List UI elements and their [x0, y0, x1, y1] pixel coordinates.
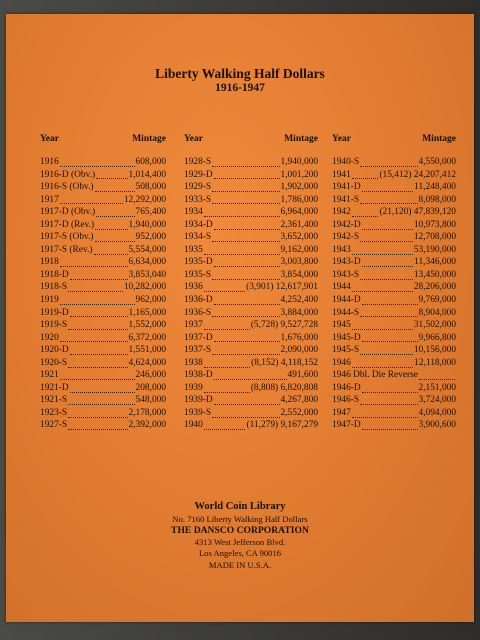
leader-dots [360, 396, 417, 405]
mintage-value: 9,162,000 [280, 244, 318, 255]
mintage-row [40, 231, 166, 244]
leader-dots [360, 195, 417, 204]
mintage-value: (11,279) 9,167,279 [246, 420, 318, 431]
mintage-row [40, 382, 166, 395]
mintage-column-2 [184, 134, 318, 432]
year-label: 1939-D [184, 395, 213, 406]
mintage-value: 1,014,400 [128, 169, 166, 180]
mintage-value: 12,708,000 [413, 232, 456, 243]
leader-dots [362, 296, 418, 305]
year-label: 1921-S [40, 395, 68, 406]
mintage-row [184, 294, 318, 307]
leader-dots [212, 158, 279, 167]
mintage-row [184, 344, 318, 357]
mintage-row [332, 419, 456, 432]
year-label: 1937-S [184, 345, 212, 356]
mintage-row [332, 256, 456, 269]
year-label: 1942 [332, 207, 351, 218]
leader-dots [204, 321, 250, 330]
page-subtitle: 1916-1947 [215, 82, 265, 94]
mintage-row [332, 269, 456, 282]
mintage-row [184, 357, 318, 370]
leader-dots [214, 221, 280, 230]
leader-dots [68, 409, 127, 418]
leader-dots [94, 246, 128, 255]
mintage-value: 3,652,000 [280, 232, 318, 243]
mintage-row [332, 194, 456, 207]
leader-dots [362, 421, 418, 430]
leader-dots [214, 170, 280, 179]
mintage-value: 1,552,000 [128, 320, 166, 331]
year-label: 1945-S [332, 345, 360, 356]
leader-dots [68, 283, 123, 292]
year-label: 1947-D [332, 420, 361, 431]
mintage-value: 1,676,000 [280, 332, 318, 343]
mintage-value: 13,450,000 [413, 269, 456, 280]
mintage-row [332, 394, 456, 407]
year-label: 1934-S [184, 232, 212, 243]
year-label: 1944-S [332, 307, 360, 318]
mintage-value: 5,554,000 [128, 244, 166, 255]
leader-dots [68, 396, 134, 405]
mintage-column-3 [332, 134, 456, 432]
mintage-row [184, 382, 318, 395]
year-label: 1946-D [332, 382, 361, 393]
mintage-value: 1,940,000 [128, 219, 166, 230]
leader-dots [60, 158, 135, 167]
mintage-row [184, 219, 318, 232]
mintage-value: 962,000 [135, 295, 166, 306]
mintage-value: (8,808) 6,820,808 [250, 382, 318, 393]
mintage-row [40, 194, 166, 207]
mintage-value: 4,550,000 [418, 157, 456, 167]
leader-dots [60, 296, 135, 305]
mintage-value: 6,634,000 [128, 257, 166, 268]
mintage-value: 491,600 [287, 370, 318, 381]
mintage-row [40, 269, 166, 282]
mintage-value: 10,973,800 [413, 219, 456, 230]
mintage-value: (5,728) 9,527,728 [250, 320, 318, 331]
mintage-row [184, 419, 318, 432]
mintage-value: 8,098,000 [418, 194, 456, 205]
mintage-value: (3,901) 12,617,901 [246, 282, 318, 293]
leader-dots [60, 333, 128, 342]
mintage-value: 1,165,000 [128, 307, 166, 318]
year-label: 1928-S [184, 157, 212, 167]
mintage-row [184, 206, 318, 219]
mintage-value: 208,000 [135, 382, 166, 393]
year-label: 1942-D [332, 219, 361, 230]
leader-dots [60, 371, 135, 380]
mintage-row [40, 369, 166, 382]
year-label: 1936-S [184, 307, 212, 318]
leader-dots [212, 195, 279, 204]
mintage-row [184, 369, 318, 382]
mintage-row [40, 181, 166, 194]
leader-dots [212, 409, 279, 418]
mintage-value: 3,853,040 [128, 269, 166, 280]
year-label: 1947 [332, 407, 351, 418]
mintage-row [40, 357, 166, 370]
year-label: 1941-D [332, 182, 361, 193]
leader-dots [95, 183, 135, 192]
mintage-value: 53,190,000 [413, 244, 456, 255]
leader-dots [419, 371, 455, 380]
year-header: Year [332, 134, 351, 144]
mintage-row [184, 256, 318, 269]
year-label: 1940 [184, 420, 203, 431]
mintage-row [184, 281, 318, 294]
mintage-row [332, 169, 456, 182]
year-label: 1943-S [332, 269, 360, 280]
mintage-value: 8,904,000 [418, 307, 456, 318]
mintage-value: 952,000 [135, 232, 166, 243]
leader-dots [352, 170, 379, 179]
leader-dots [214, 296, 280, 305]
mintage-value: (15,412) 24,207,412 [379, 169, 456, 180]
mintage-row [332, 231, 456, 244]
leader-dots [212, 183, 279, 192]
leader-dots [212, 271, 279, 280]
year-label: 1918 [40, 257, 59, 268]
leader-dots [68, 359, 127, 368]
leader-dots [214, 371, 287, 380]
leader-dots [204, 384, 250, 393]
year-header: Year [184, 134, 203, 144]
leader-dots [96, 170, 127, 179]
year-label: 1920-D [40, 345, 69, 356]
mintage-value: 6,964,000 [280, 207, 318, 218]
leader-dots [352, 246, 413, 255]
mintage-row [332, 156, 456, 169]
mintage-value: 3,884,000 [280, 307, 318, 318]
leader-dots [70, 308, 128, 317]
year-label: 1929-D [184, 169, 213, 180]
year-label: 1920-S [40, 357, 68, 368]
year-label: 1919-D [40, 307, 69, 318]
mintage-value: (8,152) 4,118,152 [251, 357, 318, 368]
year-label: 1935-S [184, 269, 212, 280]
leader-dots [95, 233, 135, 242]
mintage-value: 3,724,000 [418, 395, 456, 406]
year-header: Year [40, 134, 59, 144]
leader-dots [60, 258, 128, 267]
mintage-row [184, 244, 318, 257]
mintage-row [332, 219, 456, 232]
mintage-row [184, 394, 318, 407]
mintage-value: 11,248,400 [414, 182, 456, 193]
year-label: 1941-S [332, 194, 360, 205]
mintage-value: 11,346,000 [414, 257, 456, 268]
mintage-value: 9,966,800 [418, 332, 456, 343]
mintage-value: 2,151,000 [418, 382, 456, 393]
year-label: 1917 [40, 194, 59, 205]
mintage-row [332, 357, 456, 370]
mintage-value: 3,900,600 [418, 420, 456, 431]
leader-dots [352, 409, 418, 418]
year-label: 1917-D (Rev.) [40, 219, 95, 230]
year-label: 1946 [332, 357, 351, 368]
leader-dots [204, 208, 280, 217]
mintage-row [184, 181, 318, 194]
year-label: 1921-D [40, 382, 69, 393]
library-name: World Coin Library [194, 501, 286, 512]
year-label: 1940-S [332, 157, 360, 167]
mintage-value: 246,000 [135, 370, 166, 381]
mintage-row [40, 294, 166, 307]
mintage-row [40, 407, 166, 420]
mintage-value: 10,282,000 [123, 282, 166, 293]
mintage-value: 12,118,000 [414, 357, 456, 368]
year-label: 1916-S (Obv.) [40, 182, 94, 193]
year-label: 1946-S [332, 395, 360, 406]
street-address: 4313 West Jefferson Blvd. [194, 536, 286, 547]
leader-dots [360, 271, 413, 280]
year-label: 1937-D [184, 332, 213, 343]
mintage-value: 6,372,000 [128, 332, 166, 343]
leader-dots [70, 384, 135, 393]
mintage-row [184, 332, 318, 345]
leader-dots [204, 283, 245, 292]
mintage-row [184, 169, 318, 182]
year-label: 1944-D [332, 295, 361, 306]
leader-dots [204, 359, 250, 368]
year-label: 1921 [40, 370, 59, 381]
leader-dots [212, 308, 279, 317]
year-label: 1934 [184, 207, 203, 218]
mintage-value: 548,000 [135, 395, 166, 406]
mintage-row [40, 344, 166, 357]
year-label: 1936 [184, 282, 203, 293]
mintage-row [332, 319, 456, 332]
leader-dots [362, 183, 414, 192]
mintage-row [332, 332, 456, 345]
mintage-row [40, 394, 166, 407]
leader-dots [214, 333, 280, 342]
mintage-row [40, 244, 166, 257]
year-label: 1933-S [184, 194, 212, 205]
leader-dots [360, 346, 413, 355]
company-name: THE DANSCO CORPORATION [171, 525, 309, 537]
mintage-value: 1,940,000 [280, 157, 318, 167]
mintage-value: 2,361,400 [280, 219, 318, 230]
mintage-row [184, 319, 318, 332]
year-label: 1945-D [332, 332, 361, 343]
year-label: 1923-S [40, 407, 68, 418]
year-label: 1944 [332, 282, 351, 293]
mintage-value: 4,094,000 [418, 407, 456, 418]
mintage-row [332, 369, 456, 382]
mintage-value: 4,624,000 [128, 357, 166, 368]
leader-dots [214, 258, 280, 267]
page-title: Liberty Walking Half Dollars [155, 66, 325, 81]
leader-dots [212, 346, 279, 355]
year-label: 1919-S [40, 320, 68, 331]
year-label: 1939 [184, 382, 203, 393]
mintage-row [332, 206, 456, 219]
album-page [6, 14, 474, 622]
made-in-label: MADE IN U.S.A. [208, 559, 272, 570]
leader-dots [214, 396, 280, 405]
leader-dots [352, 359, 413, 368]
mintage-value: 4,267,800 [280, 395, 318, 406]
mintage-header: Mintage [284, 134, 318, 144]
mintage-value: 31,502,000 [413, 320, 456, 331]
mintage-row [332, 281, 456, 294]
year-label: 1920 [40, 332, 59, 343]
mintage-value: 608,000 [135, 157, 166, 167]
year-label: 1917-S (Rev.) [40, 244, 93, 255]
mintage-value: 765,400 [135, 207, 166, 218]
mintage-row [184, 231, 318, 244]
year-label: 1943-D [332, 257, 361, 268]
mintage-row [40, 256, 166, 269]
mintage-value: 10,156,000 [413, 345, 456, 356]
mintage-value: 3,003,800 [280, 257, 318, 268]
mintage-value: 2,552,000 [280, 407, 318, 418]
leader-dots [362, 258, 414, 267]
mintage-row [332, 382, 456, 395]
mintage-header: Mintage [422, 134, 456, 144]
leader-dots [352, 208, 379, 217]
leader-dots [60, 195, 123, 204]
mintage-row [332, 344, 456, 357]
leader-dots [360, 308, 417, 317]
mintage-row [332, 294, 456, 307]
mintage-value: 1,902,000 [280, 182, 318, 193]
year-label: 1945 [332, 320, 351, 331]
year-label: 1939-S [184, 407, 212, 418]
mintage-row [40, 307, 166, 320]
year-label: 1916-D (Obv.) [40, 169, 96, 180]
mintage-value: 28,206,000 [413, 282, 456, 293]
column-header [40, 134, 166, 148]
leader-dots [68, 321, 127, 330]
mintage-value: (21,120) 47,839,120 [379, 207, 456, 218]
mintage-row [40, 319, 166, 332]
leader-dots [212, 233, 279, 242]
mintage-row [184, 407, 318, 420]
mintage-row [332, 307, 456, 320]
year-label: 1938-D [184, 370, 213, 381]
mintage-column-1 [40, 134, 166, 432]
mintage-value: 12,292,000 [123, 194, 166, 205]
leader-dots [204, 246, 280, 255]
mintage-row [40, 332, 166, 345]
leader-dots [70, 346, 128, 355]
mintage-value: 2,178,000 [128, 407, 166, 418]
year-label: 1937 [184, 320, 203, 331]
leader-dots [362, 221, 413, 230]
mintage-value: 1,551,000 [128, 345, 166, 356]
mintage-value: 2,090,000 [280, 345, 318, 356]
mintage-value: 4,252,400 [280, 295, 318, 306]
leader-dots [96, 208, 134, 217]
mintage-row [184, 307, 318, 320]
year-label: 1917-D (Obv.) [40, 207, 96, 218]
year-label: 1935-D [184, 257, 213, 268]
mintage-row [332, 407, 456, 420]
mintage-row [40, 169, 166, 182]
column-header [184, 134, 318, 148]
leader-dots [362, 384, 418, 393]
mintage-value: 9,769,000 [418, 295, 456, 306]
year-label: 1927-S [40, 420, 68, 431]
leader-dots [70, 271, 128, 280]
mintage-row [184, 156, 318, 169]
leader-dots [362, 333, 418, 342]
leader-dots [360, 233, 413, 242]
year-label: 1917-S (Obv.) [40, 232, 94, 243]
publisher-footer [6, 500, 474, 571]
mintage-row [40, 281, 166, 294]
mintage-value: 2,392,000 [128, 420, 166, 431]
leader-dots [95, 221, 127, 230]
mintage-row [40, 156, 166, 169]
city-address: Los Angeles, CA 90016 [198, 548, 282, 559]
leader-dots [204, 421, 246, 430]
mintage-row [40, 219, 166, 232]
year-label: 1918-D [40, 269, 69, 280]
year-label: 1942-S [332, 232, 360, 243]
mintage-value: 3,854,000 [280, 269, 318, 280]
year-label: 1918-S [40, 282, 68, 293]
leader-dots [352, 283, 413, 292]
mintage-value: 1,001,200 [280, 169, 318, 180]
leader-dots [352, 321, 413, 330]
year-label: 1941 [332, 169, 351, 180]
year-label: 1919 [40, 295, 59, 306]
mintage-value: 508,000 [135, 182, 166, 193]
year-label: 1935 [184, 244, 203, 255]
year-label: 1929-S [184, 182, 212, 193]
mintage-row [40, 206, 166, 219]
mintage-value: 1,786,000 [280, 194, 318, 205]
year-label: 1943 [332, 244, 351, 255]
year-label: 1946 Dbl. Die Reverse [332, 370, 418, 381]
product-number: No. 7160 Liberty Walking Half Dollars [172, 514, 308, 524]
mintage-row [332, 181, 456, 194]
year-label: 1936-D [184, 295, 213, 306]
column-header [332, 134, 456, 148]
mintage-row [184, 194, 318, 207]
mintage-row [332, 244, 456, 257]
year-label: 1934-D [184, 219, 213, 230]
year-label: 1938 [184, 357, 203, 368]
leader-dots [360, 158, 417, 167]
leader-dots [68, 421, 127, 430]
mintage-row [184, 269, 318, 282]
mintage-header: Mintage [132, 134, 166, 144]
year-label: 1916 [40, 157, 59, 167]
mintage-row [40, 419, 166, 432]
